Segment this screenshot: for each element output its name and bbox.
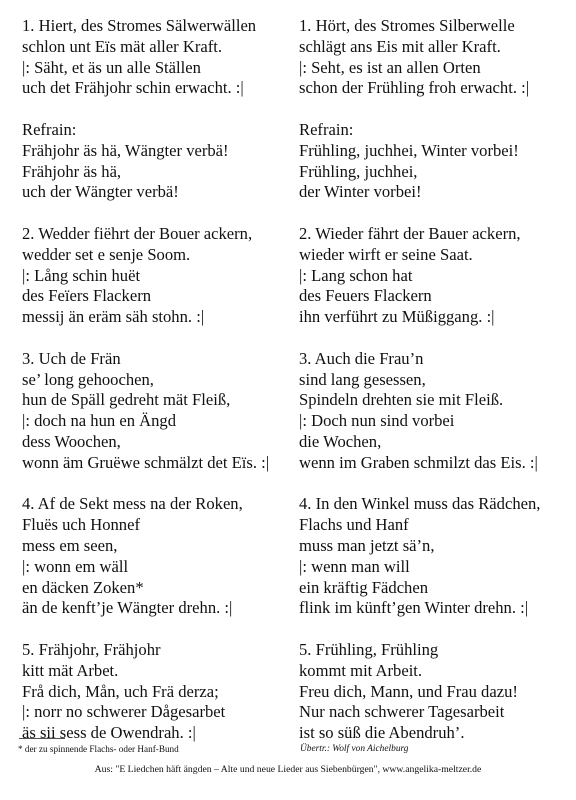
footnote: * der zu spinnende Flachs- oder Hanf-Bund <box>18 744 179 754</box>
verse-line: schlägt ans Eis mit aller Kraft. <box>299 36 501 56</box>
verse-line: |: Lang schon hat <box>299 265 413 285</box>
verse-line: Refrain: <box>22 119 77 139</box>
verse-line: 5. Frühling, Frühling <box>299 639 439 659</box>
verse-line: än de kenft’je Wängter drehn. :| <box>22 598 233 618</box>
stanza <box>22 640 296 744</box>
verse-line: muss man jetzt sä’n, <box>299 535 435 555</box>
stanza <box>22 120 296 203</box>
verse-line: 1. Hiert, des Stromes Sälwerwällen <box>22 16 257 35</box>
verse-line: 5. Frähjohr, Frähjohr <box>22 639 161 659</box>
verse-line: 1. Hört, des Stromes Silberwelle <box>299 16 515 35</box>
verse-line: |: norr no schwerer Dågesarbet <box>22 702 226 722</box>
verse-line: Frähjohr äs hä, Wängter verbä! <box>22 140 229 160</box>
verse-line: des Feïers Flackern <box>22 286 152 306</box>
stanza <box>299 16 571 99</box>
stanza <box>299 494 571 619</box>
verse-line: Frühling, juchhei, <box>299 161 418 181</box>
verse-line: flink im künft’gen Winter drehn. :| <box>299 598 529 618</box>
verse-line: Fluës uch Honnef <box>22 515 140 535</box>
verse-line: Flachs und Hanf <box>299 515 409 535</box>
verse-line: schlon unt Eïs mät aller Kraft. <box>22 36 222 56</box>
verse-line: die Wochen, <box>299 431 382 451</box>
verse-line: |: Doch nun sind vorbei <box>299 411 455 431</box>
stanza <box>299 224 571 328</box>
footnote-divider <box>19 738 65 739</box>
verse-line: mess em seen, <box>22 535 118 555</box>
verse-line: Frähjohr äs hä, <box>22 161 122 181</box>
verse-line: sind lang gesessen, <box>299 369 426 389</box>
right-column-german <box>299 16 571 744</box>
verse-line: |: Säht, et äs un alle Ställen <box>22 57 201 77</box>
stanza <box>22 349 296 474</box>
verse-line: schon der Frühling froh erwacht. :| <box>299 78 530 98</box>
verse-line: messij än eräm säh stohn. :| <box>22 307 205 327</box>
verse-line: wedder set e senje Soom. <box>22 244 191 264</box>
verse-line: Freu dich, Mann, und Frau dazu! <box>299 681 518 701</box>
verse-line: wonn äm Gruëwe schmälzt det Eïs. :| <box>22 452 270 472</box>
verse-line: 4. In den Winkel muss das Rädchen, <box>299 494 541 514</box>
verse-line: se’ long gehoochen, <box>22 369 154 389</box>
verse-line: wenn im Graben schmilzt das Eis. :| <box>299 452 538 472</box>
verse-line: 3. Auch die Frau’n <box>299 348 424 368</box>
verse-line: äs sii sess de Owendrah. :| <box>22 723 196 743</box>
left-column-siebenbuergisch <box>22 16 296 744</box>
verse-line: Frå dich, Mån, uch Frä derza; <box>22 681 219 701</box>
stanza <box>299 349 571 474</box>
verse-line: ein kräftig Fädchen <box>299 577 429 597</box>
stanza <box>299 120 571 203</box>
verse-line: |: wenn man will <box>299 556 410 576</box>
verse-line: kommt mit Arbeit. <box>299 660 423 680</box>
verse-line: hun de Späll gedreht mät Fleiß, <box>22 390 231 410</box>
verse-line: der Winter vorbei! <box>299 182 422 202</box>
verse-line: uch der Wängter verbä! <box>22 182 179 202</box>
verse-line: Nur nach schwerer Tagesarbeit <box>299 702 505 722</box>
verse-line: Spindeln drehten sie mit Fleiß. <box>299 390 504 410</box>
stanza <box>22 224 296 328</box>
verse-line: 4. Af de Sekt mess na der Roken, <box>22 494 243 514</box>
stanza <box>299 640 571 744</box>
stanza <box>22 16 296 99</box>
verse-line: kitt mät Arbet. <box>22 660 119 680</box>
verse-line: des Feuers Flackern <box>299 286 432 306</box>
verse-line: |: Lång schin huët <box>22 265 141 285</box>
verse-line: uch det Frähjohr schin erwacht. :| <box>22 78 244 98</box>
verse-line: en däcken Zoken* <box>22 577 144 597</box>
verse-line: 2. Wieder fährt der Bauer ackern, <box>299 223 521 243</box>
verse-line: Frühling, juchhei, Winter vorbei! <box>299 140 519 160</box>
verse-line: 3. Uch de Frän <box>22 348 121 368</box>
stanza <box>22 494 296 619</box>
verse-line: ihn verführt zu Müßiggang. :| <box>299 307 495 327</box>
verse-line: ist so süß die Abendruh’. <box>299 723 465 743</box>
source-line: Aus: "E Liedchen häft ängden – Alte und neue Lieder aus Siebenbürgen", www.angelika-meltzer.de <box>94 764 482 775</box>
verse-line: 2. Wedder fiëhrt der Bouer ackern, <box>22 223 253 243</box>
verse-line: |: Seht, es ist an allen Orten <box>299 57 481 77</box>
verse-line: wieder wirft er seine Saat. <box>299 244 473 264</box>
verse-line: Refrain: <box>299 119 354 139</box>
verse-line: |: doch na hun en Ängd <box>22 411 177 431</box>
verse-line: |: wonn em wäll <box>22 556 129 576</box>
verse-line: dess Woochen, <box>22 431 121 451</box>
translator-credit: Übertr.: Wolf von Aichelburg <box>300 744 409 754</box>
